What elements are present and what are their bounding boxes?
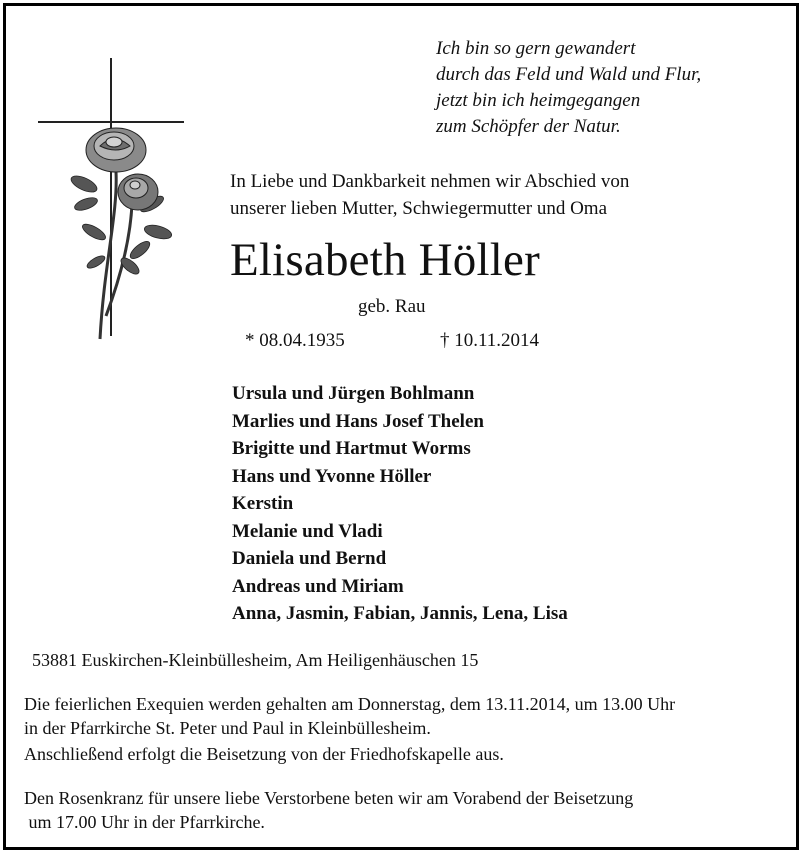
- family-address: 53881 Euskirchen-Kleinbüllesheim, Am Heiligenhäuschen 15: [32, 650, 479, 670]
- mourner-entry: Daniela und Bernd: [232, 548, 387, 569]
- rosary-line: um 17.00 Uhr in der Pfarrkirche.: [24, 812, 265, 832]
- mourner-entry: Melanie und Vladi: [232, 520, 383, 542]
- mourner-entry: Andreas und Miriam: [232, 575, 404, 597]
- mourners-list: [232, 380, 568, 628]
- poem-line: Ich bin so gern gewandert: [436, 38, 636, 59]
- intro-line: unserer lieben Mutter, Schwiegermutter und Oma: [230, 198, 608, 219]
- mourner-entry: Kerstin: [232, 493, 294, 514]
- deceased-name: Elisabeth Höller: [230, 234, 540, 286]
- intro-line: In Liebe und Dankbarkeit nehmen wir Abschied von: [230, 171, 630, 192]
- poem-line: jetzt bin ich heimgegangen: [436, 90, 641, 111]
- birth-date: * 08.04.1935: [245, 330, 345, 351]
- poem-line: durch das Feld und Wald und Flur,: [436, 64, 702, 85]
- mourner-entry: Ursula und Jürgen Bohlmann: [232, 383, 475, 404]
- service-line: in der Pfarrkirche St. Peter und Paul in Kleinbüllesheim.: [24, 718, 431, 738]
- rosary-line: Den Rosenkranz für unsere liebe Verstorbene beten wir am Vorabend der Beisetzung: [24, 788, 634, 808]
- mourner-entry: Brigitte und Hartmut Worms: [232, 438, 471, 459]
- birth-name: geb. Rau: [358, 296, 426, 317]
- mourner-entry: Anna, Jasmin, Fabian, Jannis, Lena, Lisa: [232, 603, 568, 624]
- poem: [436, 36, 701, 140]
- poem-line: zum Schöpfer der Natur.: [436, 116, 621, 137]
- rosary-info: [24, 786, 633, 834]
- mourner-entry: Marlies und Hans Josef Thelen: [232, 410, 484, 432]
- service-line: Die feierlichen Exequien werden gehalten am Donnerstag, dem 13.11.2014, um 13.00 Uhr: [24, 694, 676, 714]
- mourner-entry: Hans und Yvonne Höller: [232, 465, 432, 487]
- funeral-service-info: [24, 692, 675, 766]
- intro-text: [230, 168, 629, 222]
- service-line: Anschließend erfolgt die Beisetzung von der Friedhofskapelle aus.: [24, 744, 504, 764]
- cross-with-roses-icon: [34, 54, 194, 344]
- death-date: † 10.11.2014: [440, 330, 540, 351]
